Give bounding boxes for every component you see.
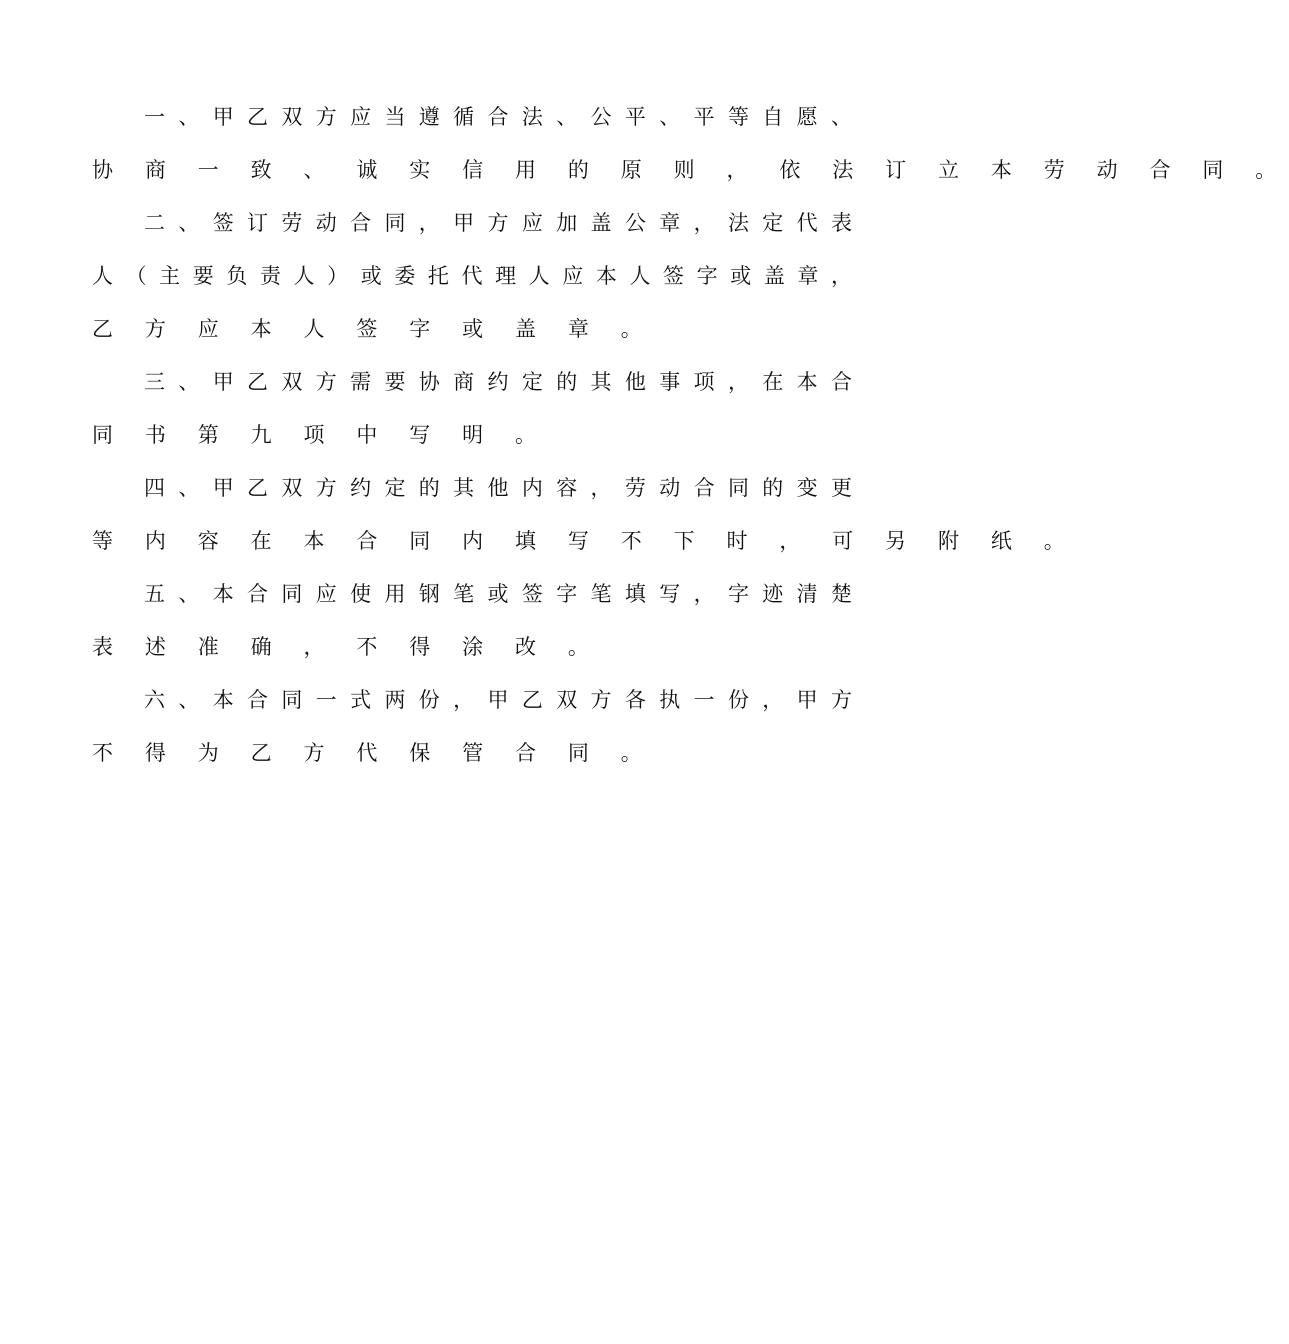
paragraph-5 <box>92 568 852 674</box>
paragraph-6-line-1: 六 、 本 合 同 一 式 两 份 ， 甲 乙 双 方 各 执 一 份 ， 甲 方 <box>144 688 852 712</box>
paragraph-3 <box>92 356 852 462</box>
paragraph-6-line-2: 不 得 为 乙 方 代 保 管 合 同 。 <box>92 741 655 765</box>
paragraph-5-line-1: 五 、 本 合 同 应 使 用 钢 笔 或 签 字 笔 填 写 ， 字 迹 清 楚 <box>144 582 852 606</box>
paragraph-4 <box>92 462 1078 568</box>
document-body <box>92 91 1289 780</box>
paragraph-2-line-2: 人 （ 主 要 负 责 人 ） 或 委 托 代 理 人 应 本 人 签 字 或 盖 章 ， <box>92 264 852 288</box>
paragraph-4-line-1: 四 、 甲 乙 双 方 约 定 的 其 他 内 容 ， 劳 动 合 同 的 变 更 <box>144 476 852 500</box>
paragraph-6 <box>92 674 852 780</box>
paragraph-1 <box>92 91 1289 197</box>
paragraph-5-line-2: 表 述 准 确 ， 不 得 涂 改 。 <box>92 635 602 659</box>
paragraph-2 <box>92 197 852 356</box>
paragraph-2-line-1: 二 、 签 订 劳 动 合 同 ， 甲 方 应 加 盖 公 章 ， 法 定 代 表 <box>144 211 852 235</box>
paragraph-4-line-2: 等 内 容 在 本 合 同 内 填 写 不 下 时 ， 可 另 附 纸 。 <box>92 529 1078 553</box>
paragraph-2-line-3: 乙 方 应 本 人 签 字 或 盖 章 。 <box>92 317 655 341</box>
paragraph-3-line-2: 同 书 第 九 项 中 写 明 。 <box>92 423 549 447</box>
paragraph-3-line-1: 三 、 甲 乙 双 方 需 要 协 商 约 定 的 其 他 事 项 ， 在 本 合 <box>144 370 852 394</box>
paragraph-1-line-1: 一 、 甲 乙 双 方 应 当 遵 循 合 法 、 公 平 、 平 等 自 愿 、 <box>144 105 852 129</box>
paragraph-1-line-2: 协 商 一 致 、 诚 实 信 用 的 原 则 ， 依 法 订 立 本 劳 动 合 同 。 <box>92 158 1289 182</box>
